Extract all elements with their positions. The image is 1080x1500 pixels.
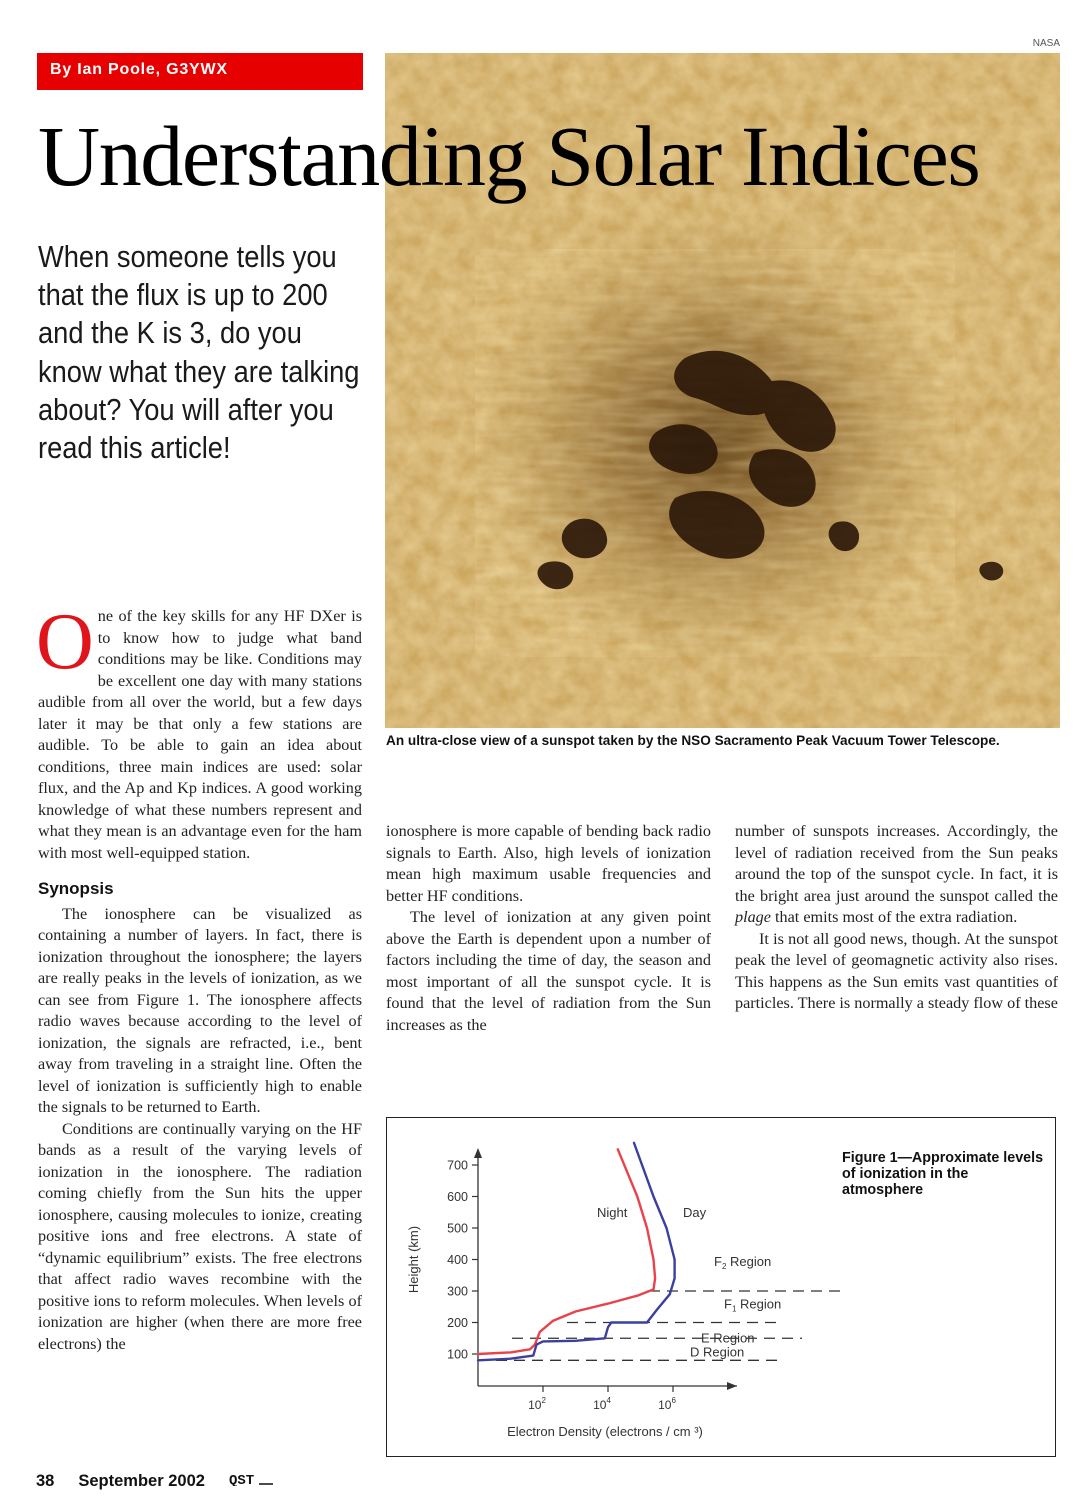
- y-tick-label: 100: [447, 1347, 468, 1362]
- text: number of sunspots increases. Accordingly, the level of radiation received from the Sun peaks around the top of the sunspot cycle. In fact, it is the bright area just around the sunspot called the: [735, 822, 1058, 905]
- y-tick-label: 400: [447, 1253, 468, 1267]
- paragraph: Conditions are continually varying on the HF bands as a result of the varying levels of ionization in the ionosphere. The radiation coming chiefly from the Sun hits the upper ionosphere, causing molecules to ionize, creating positive ions and free electrons. A state of “dynamic equilibrium” exists. The free electrons that affect radio waves recombine with the positive ions to reform molecules. When levels of ionization are higher (when there are more free electrons) the: [38, 1119, 362, 1353]
- y-tick-label: 300: [447, 1284, 468, 1299]
- page-number: 38: [36, 1472, 55, 1490]
- qst-logo-text: QST: [228, 1473, 255, 1487]
- article-title: Understanding Solar Indices: [38, 108, 980, 204]
- drop-cap: O: [36, 598, 94, 686]
- series-line-day: [478, 1143, 675, 1360]
- y-tick-label: 600: [447, 1190, 468, 1204]
- intro-paragraph: [36, 598, 362, 864]
- paragraph: It is not all good news, though. At the sunspot peak the level of geomagnetic activity also rises. This happens as the Sun emits vast quantities of particles. There is normally a steady flow of these: [735, 929, 1058, 1012]
- figure-1: [386, 1117, 1056, 1457]
- column-1: [36, 598, 362, 1355]
- region-label: E Region: [701, 1330, 755, 1346]
- text: that emits most of the extra radiation.: [770, 908, 1018, 926]
- region-label: $F_2$ Region: [714, 1253, 772, 1271]
- issue-date: September 2002: [78, 1472, 205, 1490]
- intro-text: ne of the key skills for any HF DXer is to know how to judge what band conditions may be like. Conditions may be excellent one day with many stations audible from all over the world, but a few days later it may be that only a few stations are audible. To be able to gain an idea about conditions, three main indices are used: solar flux, and the Ap and Kp indices. A good working knowledge of what these numbers represent and what they mean is an advantage even for the ham with most well-equipped station.: [38, 607, 362, 862]
- x-axis-arrow: [727, 1382, 737, 1390]
- article-deck: When someone tells you that the flux is up to 200 and the K is 3, do you know what they are talking about? You will after you read this article!: [38, 239, 360, 466]
- paragraph: The ionosphere can be visualized as containing a number of layers. In fact, there is ionization throughout the ionosphere; the layers are really peaks in the levels of ionization, as we can see from Figure 1. The ionosphere affects radio waves because according to the level of ionization, the signals are refracted, i.e., bent away from traveling in a straight line. Often the level of ionization is sufficiently high to enable the signals to be returned to Earth.: [38, 904, 362, 1116]
- qst-logo: [229, 1472, 273, 1491]
- photo-credit: NASA: [1032, 38, 1060, 49]
- series-label: Night: [597, 1204, 628, 1220]
- paragraph: [735, 821, 1058, 929]
- subhead-synopsis: Synopsis: [38, 879, 114, 898]
- region-label: D Region: [690, 1344, 745, 1360]
- photo-caption: An ultra-close view of a sunspot taken by the NSO Sacramento Peak Vacuum Tower Telescope.: [386, 733, 1000, 748]
- y-tick-label: 500: [447, 1221, 468, 1236]
- y-axis-arrow: [474, 1148, 482, 1158]
- x-tick-label: $10^4$: [593, 1396, 611, 1412]
- series-label: Day: [683, 1204, 707, 1220]
- italic-term: plage: [735, 908, 771, 926]
- column-2: [386, 821, 711, 1036]
- y-tick-label: 200: [447, 1316, 468, 1330]
- column-3: [735, 821, 1058, 1015]
- y-axis-label: Height (km): [406, 1225, 421, 1294]
- y-tick-label: 700: [447, 1158, 468, 1173]
- figure-caption: Figure 1—Approximate levels of ionization in the atmosphere: [842, 1150, 1044, 1198]
- byline: By Ian Poole, G3YWX: [50, 61, 228, 78]
- x-axis-label: Electron Density (electrons / cm ³): [507, 1424, 703, 1439]
- paragraph: ionosphere is more capable of bending back radio signals to Earth. Also, high levels of ionization mean high maximum usable frequencies and better HF conditions.: [386, 822, 711, 905]
- page-footer: [36, 1472, 273, 1491]
- region-label: $F_1$ Region: [724, 1296, 782, 1314]
- x-tick-label: $10^2$: [528, 1396, 546, 1412]
- paragraph: The level of ionization at any given point above the Earth is dependent upon a number of factors including the time of day, the season and most important of all the sunspot cycle. It is found that the level of radiation from the Sun increases as the: [386, 908, 711, 1034]
- x-tick-label: $10^6$: [658, 1396, 676, 1412]
